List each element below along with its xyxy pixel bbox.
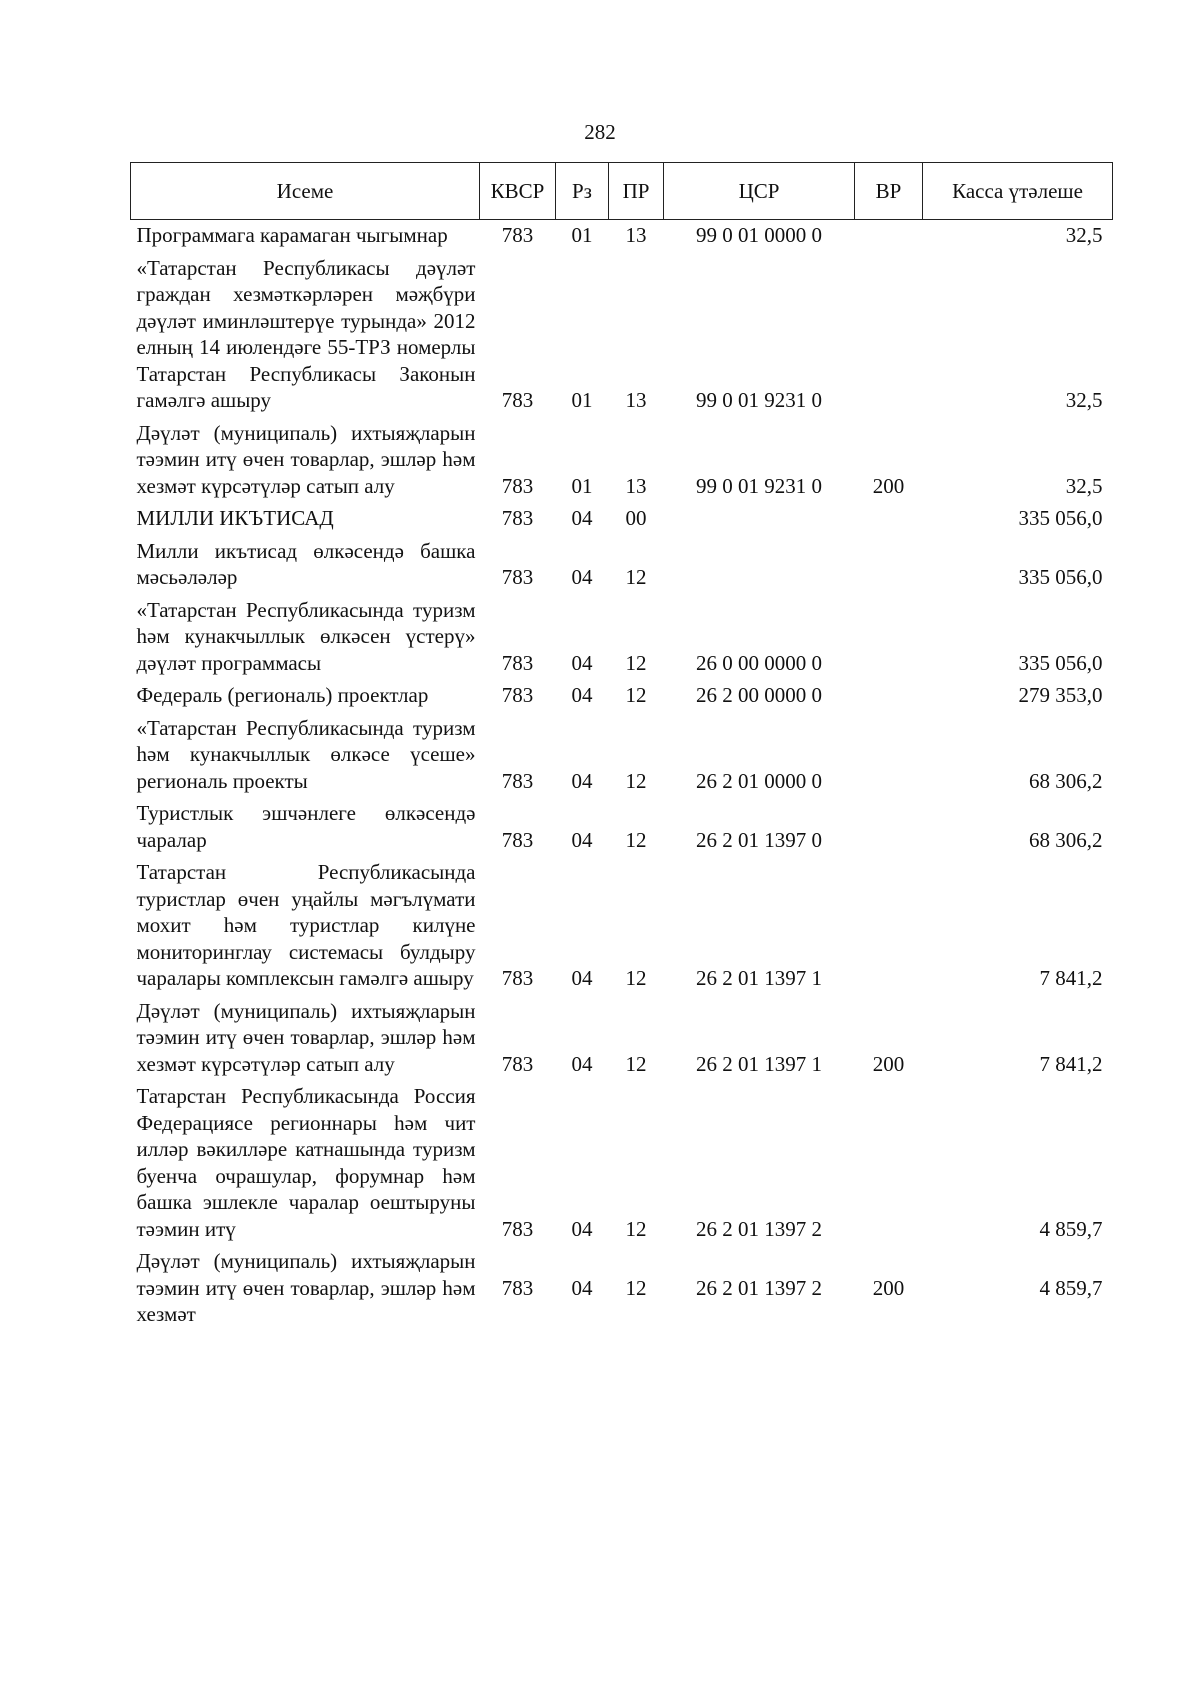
header-name: Исеме [131, 163, 480, 220]
cell-sum: 7 841,2 [1039, 1051, 1103, 1076]
cell-rz: 01 [571, 473, 593, 498]
cell-sum: 7 841,2 [1039, 966, 1103, 990]
cell-rz: 04 [571, 683, 593, 707]
cell-vr: 200 [872, 1051, 905, 1076]
cell-kvsr: 783 [501, 827, 534, 852]
cell-pr: 13 [625, 473, 647, 498]
cell-kvsr: 783 [501, 1051, 534, 1076]
cell-kvsr: 783 [501, 565, 534, 589]
table-row [131, 996, 1113, 1082]
header-sum: Касса үтәлеше [923, 163, 1113, 220]
cell-sum: 4 859,7 [1039, 1275, 1103, 1300]
cell-pr: 12 [625, 683, 647, 707]
cell-pr: 12 [625, 1275, 647, 1300]
page-number: 282 [584, 120, 616, 144]
header-pr: ПР [609, 163, 664, 220]
cell-kvsr: 783 [501, 1275, 534, 1300]
cell-kvsr: 783 [501, 966, 534, 990]
cell-name: «Татарстан Республикасында туризм һәм кунакчыллык өлкәсен үстерү» дәүләт программасы [136, 597, 476, 675]
cell-sum: 4 859,7 [1039, 1216, 1103, 1241]
cell-kvsr: 783 [501, 768, 534, 793]
table-row [131, 857, 1113, 996]
cell-vr [855, 220, 923, 253]
cell-pr: 00 [625, 506, 647, 530]
cell-csr [664, 503, 855, 536]
table-row [131, 253, 1113, 418]
cell-csr: 26 2 01 1397 1 [696, 966, 822, 990]
table-row [131, 798, 1113, 857]
cell-name: Дәүләт (муниципаль) ихтыяҗларын тәэмин итү өчен товарлар, эшләр һәм хезмәт [136, 1249, 476, 1326]
cell-name: МИЛЛИ ИКЪТИСАД [136, 506, 334, 530]
cell-name: «Татарстан Республикасы дәүләт граждан хезмәткәрләрен мәҗбүри дәүләт иминләштерүе турында» 2012 елның 14 июлендәге 55-ТРЗ номерлы Татарстан Республикасы Законын гамәлгә ашыру [136, 255, 476, 412]
cell-pr: 13 [625, 223, 647, 247]
cell-sum: 335 056,0 [1018, 565, 1103, 589]
table-row [131, 503, 1113, 536]
budget-table [130, 162, 1113, 1332]
cell-rz: 04 [571, 827, 593, 852]
table-row [131, 1081, 1113, 1246]
cell-sum: 68 306,2 [1029, 827, 1103, 852]
cell-name: Милли икътисад өлкәсендә башка мәсьәләләр [136, 538, 476, 589]
cell-kvsr: 783 [501, 506, 534, 530]
cell-rz: 04 [571, 1275, 593, 1300]
cell-csr: 26 2 01 1397 0 [696, 827, 822, 852]
cell-name: «Татарстан Республикасында туризм һәм кунакчыллык өлкәсе үсеше» региональ проекты [136, 715, 476, 793]
cell-csr: 26 0 00 0000 0 [696, 650, 822, 675]
cell-vr: 200 [872, 1275, 905, 1300]
cell-csr [664, 536, 855, 595]
table-row [131, 680, 1113, 713]
cell-sum: 279 353,0 [1018, 683, 1103, 707]
table-row [131, 595, 1113, 681]
cell-csr: 26 2 00 0000 0 [696, 683, 822, 707]
cell-kvsr: 783 [501, 1216, 534, 1241]
cell-rz: 04 [571, 565, 593, 589]
cell-pr: 12 [625, 827, 647, 852]
cell-rz: 04 [571, 506, 593, 530]
cell-vr [855, 595, 923, 681]
cell-kvsr: 783 [501, 473, 534, 498]
cell-rz: 04 [571, 1216, 593, 1241]
table-header-row [131, 163, 1113, 220]
cell-pr: 12 [625, 565, 647, 589]
cell-name: Туристлык эшчәнлеге өлкәсендә чаралар [136, 801, 476, 852]
cell-rz: 04 [571, 1051, 593, 1076]
cell-kvsr: 783 [501, 223, 534, 247]
cell-name: Дәүләт (муниципаль) ихтыяҗларын тәэмин итү өчен товарлар, эшләр һәм хезмәт күрсәтүләр сатып алу [136, 420, 476, 498]
table-row [131, 713, 1113, 799]
cell-csr: 26 2 01 1397 2 [696, 1275, 822, 1300]
header-rz: Рз [556, 163, 609, 220]
cell-vr [855, 857, 923, 996]
table-row [131, 220, 1113, 253]
cell-pr: 12 [625, 966, 647, 990]
cell-vr [855, 713, 923, 799]
cell-kvsr: 783 [501, 683, 534, 707]
cell-vr: 200 [872, 473, 905, 498]
table-row [131, 418, 1113, 504]
cell-sum: 68 306,2 [1029, 768, 1103, 793]
cell-name: Программага карамаган чыгымнар [136, 223, 448, 247]
cell-rz: 01 [571, 388, 593, 412]
header-vr: ВР [855, 163, 923, 220]
table-row [131, 1246, 1113, 1332]
cell-rz: 04 [571, 650, 593, 675]
cell-sum: 32,5 [1065, 388, 1103, 412]
cell-name: Татарстан Республикасында Россия Федерациясе регионнары һәм чит илләр вәкилләре катнашында туризм буенча очрашулар, форумнар һәм башка эшлекле чаралар оештыруны тәэмин итү [136, 1084, 476, 1241]
cell-sum: 335 056,0 [1018, 506, 1103, 530]
table-row [131, 536, 1113, 595]
cell-vr [855, 253, 923, 418]
cell-vr [855, 798, 923, 857]
cell-vr [855, 1081, 923, 1246]
cell-rz: 04 [571, 966, 593, 990]
cell-sum: 32,5 [1065, 223, 1103, 247]
cell-pr: 13 [625, 388, 647, 412]
cell-rz: 01 [571, 223, 593, 247]
cell-csr: 26 2 01 1397 2 [696, 1216, 822, 1241]
cell-sum: 335 056,0 [1018, 650, 1103, 675]
cell-kvsr: 783 [501, 388, 534, 412]
cell-csr: 99 0 01 9231 0 [696, 388, 822, 412]
cell-kvsr: 783 [501, 650, 534, 675]
cell-csr: 99 0 01 0000 0 [696, 223, 822, 247]
cell-pr: 12 [625, 1051, 647, 1076]
cell-pr: 12 [625, 768, 647, 793]
cell-csr: 26 2 01 0000 0 [696, 768, 822, 793]
cell-vr [855, 503, 923, 536]
cell-csr: 99 0 01 9231 0 [696, 473, 822, 498]
cell-name: Татарстан Республикасында туристлар өчен уңайлы мәгълүмати мохит һәм туристлар килүне мониторинглау системасы булдыру чаралары комплексын гамәлгә ашыру [136, 860, 476, 990]
cell-pr: 12 [625, 650, 647, 675]
cell-sum: 32,5 [1065, 473, 1103, 498]
header-csr: ЦСР [664, 163, 855, 220]
cell-name: Дәүләт (муниципаль) ихтыяҗларын тәэмин итү өчен товарлар, эшләр һәм хезмәт күрсәтүләр сатып алу [136, 998, 476, 1076]
header-kvsr: КВСР [480, 163, 556, 220]
cell-name: Федераль (региональ) проектлар [136, 683, 429, 707]
cell-pr: 12 [625, 1216, 647, 1241]
cell-rz: 04 [571, 768, 593, 793]
cell-vr [855, 536, 923, 595]
cell-csr: 26 2 01 1397 1 [696, 1051, 822, 1076]
cell-vr [855, 680, 923, 713]
